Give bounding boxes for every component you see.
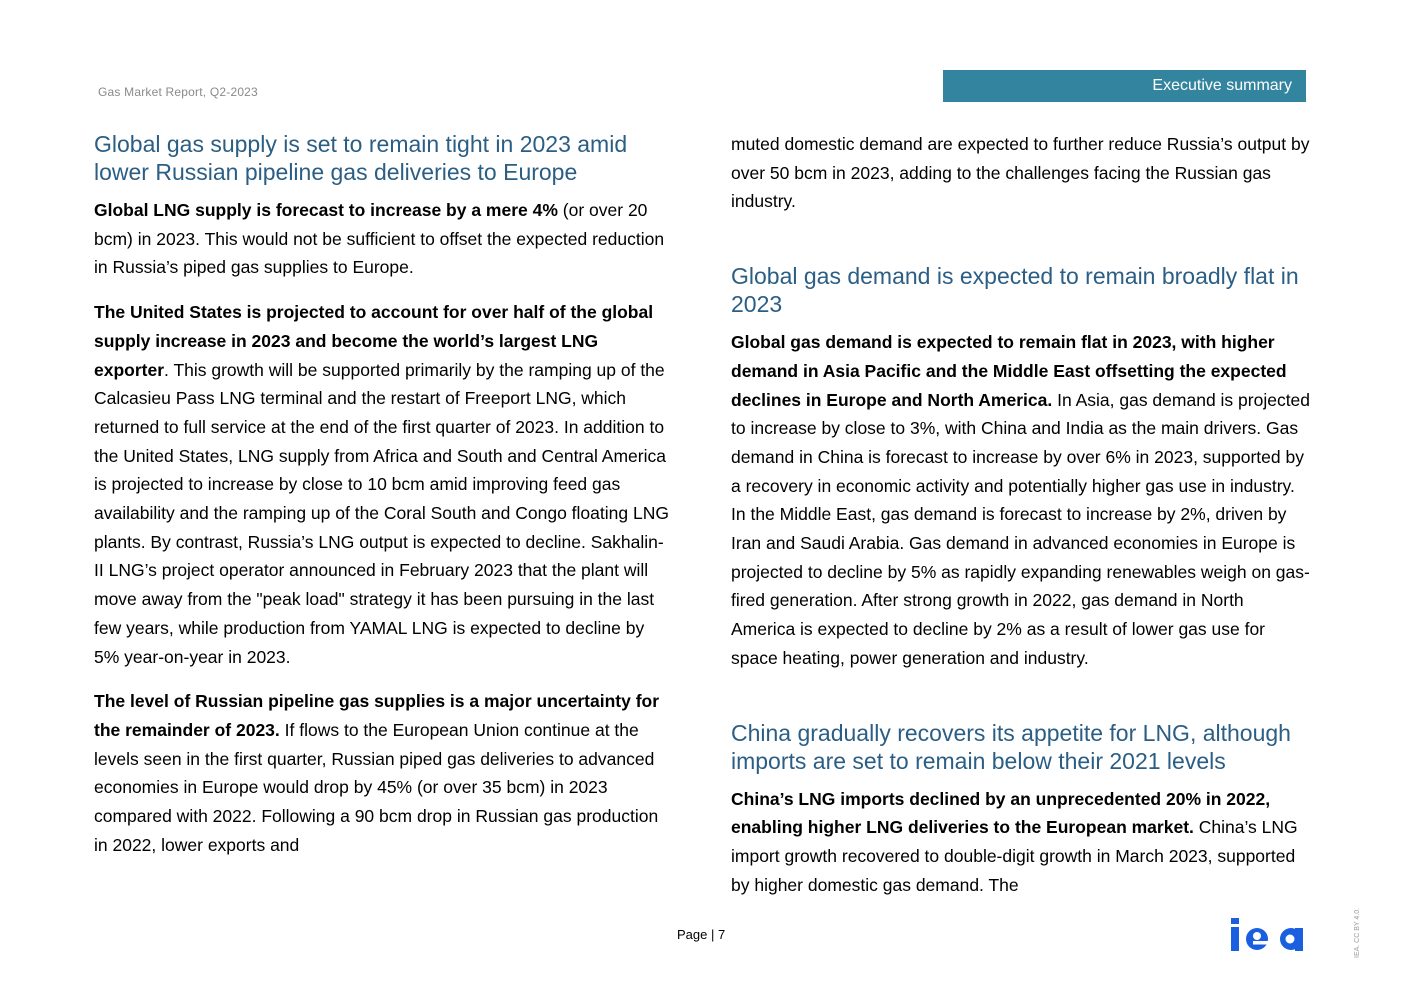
- lead-russian-pipeline: The level of Russian pipeline gas supplies is a major uncertainty for the remainder of 2023.: [94, 691, 660, 740]
- heading-china: China gradually recovers its appetite for LNG, although imports are set to remain below their 2021 levels: [731, 719, 1291, 774]
- lead-us-supply: The United States is projected to account for over half of the global supply increase in 2023 and become the world’s largest LNG exporter: [94, 302, 654, 380]
- license-note: IEA. CC BY 4.0.: [1354, 907, 1361, 958]
- heading-supply: Global gas supply is set to remain tight in 2023 amid lower Russian pipeline gas deliveries to Europe: [94, 131, 628, 185]
- right-column: [731, 130, 1311, 915]
- lead-gas-demand: Global gas demand is expected to remain flat in 2023, with higher demand in Asia Pacific and the Middle East offsetting the expected declines in Europe and North America.: [731, 332, 1287, 410]
- body-us-supply: . This growth will be supported primarily by the ramping up of the Calcasieu Pass LNG terminal and the restart of Freeport LNG, which returned to full service at the end of the first quarter of 2023. In addition to the United States, LNG supply from Africa and South and Central America is projected to increase by close to 10 bcm amid improving feed gas availability and the ramping up of the Coral South and Congo floating LNG plants. By contrast, Russia’s LNG output is expected to decline. Sakhalin-II LNG’s project operator announced in February 2023 that the plant will move away from the "peak load" strategy it has been pursuing in the last few years, while production from YAMAL LNG is expected to decline by 5% year-on-year in 2023.: [94, 359, 669, 667]
- page-number: Page | 7: [677, 927, 726, 942]
- paragraph-russia-output: muted domestic demand are expected to further reduce Russia’s output by over 50 bcm in 2023, adding to the challenges facing the Russian gas industry.: [731, 134, 1310, 212]
- body-china-lng: China’s LNG import growth recovered to double-digit growth in March 2023, supported by higher domestic gas demand. The: [731, 817, 1298, 895]
- lead-lng-supply: Global LNG supply is forecast to increase by a mere 4%: [94, 200, 558, 220]
- heading-demand: Global gas demand is expected to remain broadly flat in 2023: [731, 263, 1299, 318]
- paragraph-us-supply: [94, 298, 669, 671]
- lead-china-lng: China’s LNG imports declined by an unprecedented 20% in 2022, enabling higher LNG deliveries to the European market.: [731, 788, 1271, 838]
- body-lng-supply: (or over 20 bcm) in 2023. This would not be sufficient to offset the expected reduction in Russia’s piped gas supplies to Europe.: [94, 200, 665, 278]
- paragraph-russian-pipeline: [94, 687, 669, 859]
- body-gas-demand: In Asia, gas demand is projected to increase by close to 3%, with China and India as the main drivers. Gas demand in China is forecast to increase by over 6% in 2023, supported by a recovery in economic activity and potentially higher gas use in industry. In the Middle East, gas demand is forecast to increase by 2%, driven by Iran and Saudi Arabia. Gas demand in advanced economies in Europe is projected to decline by 5% as rapidly expanding renewables weigh on gas-fired generation. After strong growth in 2022, gas demand in North America is expected to decline by 2% as a result of lower gas use for space heating, power generation and industry.: [731, 389, 1311, 668]
- left-column: [94, 130, 669, 875]
- section-banner: Executive summary: [943, 70, 1306, 102]
- paragraph-lng-supply: [94, 196, 669, 282]
- report-title: Gas Market Report, Q2-2023: [98, 85, 258, 99]
- body-russian-pipeline: If flows to the European Union continue at the levels seen in the first quarter, Russian piped gas deliveries to advanced economies in Europe would drop by 45% (or over 35 bcm) in 2023 compared with 2022. Following a 90 bcm drop in Russian gas production in 2022, lower exports and: [94, 719, 659, 855]
- iea-logo: [1229, 915, 1309, 953]
- paragraph-china-lng: [731, 785, 1311, 900]
- paragraph-gas-demand: [731, 328, 1311, 672]
